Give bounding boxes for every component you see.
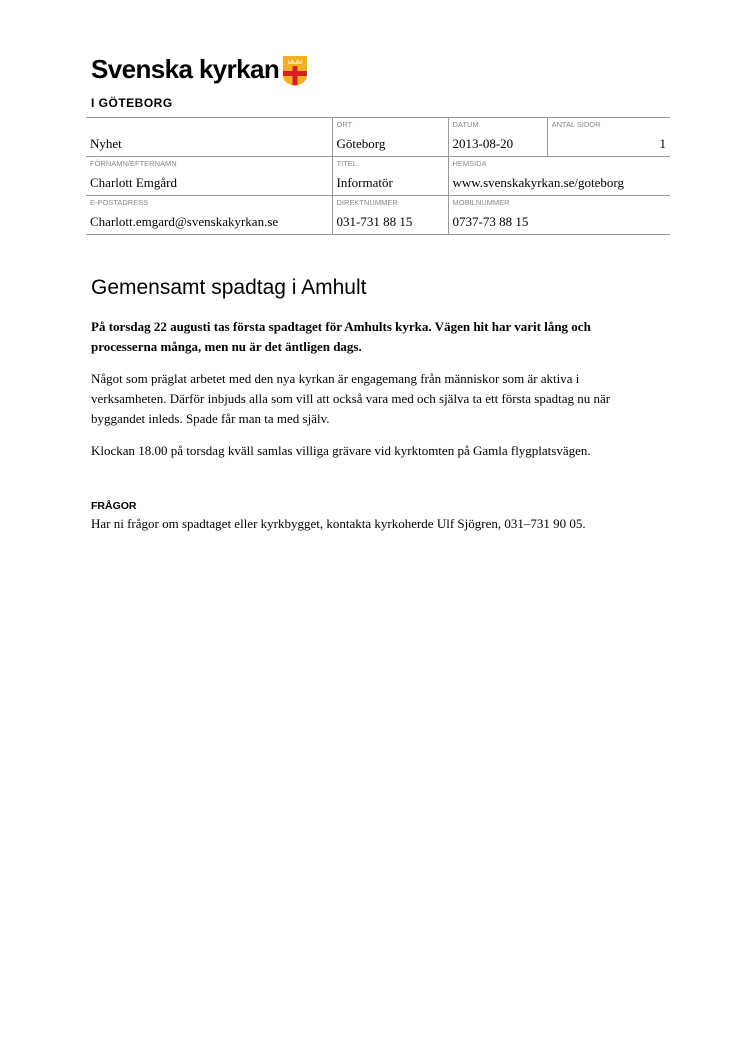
name-cell xyxy=(86,157,332,196)
antal-sidor-cell xyxy=(547,118,670,157)
emblem-cross-horizontal xyxy=(283,71,307,76)
datum-value: 2013-08-20 xyxy=(452,136,514,151)
emblem-shield-top xyxy=(283,56,307,66)
church-crown-shield-icon xyxy=(282,56,308,91)
datum-label: DATUM xyxy=(452,120,479,129)
email-cell xyxy=(86,196,332,235)
questions-heading: FRÅGOR xyxy=(91,500,137,512)
titel-value: Informatör xyxy=(336,175,393,190)
antal-sidor-label: ANTAL SIDOR xyxy=(551,120,601,129)
name-value: Charlott Emgård xyxy=(90,175,178,190)
hemsida-cell xyxy=(448,157,670,196)
logo-name: Svenska kyrkan xyxy=(91,54,280,84)
article-headline: Gemensamt spadtag i Amhult xyxy=(91,276,367,299)
article-paragraph: Något som präglat arbetet med den nya kyrkan är engagemang från människor som är aktiva i verksamheten. Därför inbjuds alla som vill att också vara med och själva ta ett första spadtag nu när byggandet inleds. Spade får man ta med själv. xyxy=(91,371,611,426)
titel-cell xyxy=(332,157,448,196)
article-paragraph: Klockan 18.00 på torsdag kväll samlas villiga grävare vid kyrktomten på Gamla flygplatsvägen. xyxy=(91,443,591,458)
info-row-1 xyxy=(86,118,670,157)
direkt-value: 031-731 88 15 xyxy=(336,214,413,229)
info-table xyxy=(86,117,670,235)
logo-subtitle: I GÖTEBORG xyxy=(91,96,173,110)
type-cell xyxy=(86,118,332,157)
mobil-label: MOBILNUMMER xyxy=(452,198,510,207)
mobil-cell xyxy=(448,196,670,235)
hemsida-label: HEMSIDA xyxy=(452,159,487,168)
ort-value: Göteborg xyxy=(336,136,386,151)
type-value: Nyhet xyxy=(90,136,122,151)
logo xyxy=(91,55,308,110)
article xyxy=(91,273,621,534)
ort-cell xyxy=(332,118,448,157)
datum-cell xyxy=(448,118,547,157)
info-row-2 xyxy=(86,157,670,196)
antal-sidor-value: 1 xyxy=(659,136,666,151)
titel-label: TITEL xyxy=(336,159,357,168)
email-value[interactable]: Charlott.emgard@svenskakyrkan.se xyxy=(90,214,279,229)
questions-body: Har ni frågor om spadtaget eller kyrkbygget, kontakta kyrkoherde Ulf Sjögren, 031–731 90 05. xyxy=(91,516,586,531)
hemsida-value[interactable]: www.svenskakyrkan.se/goteborg xyxy=(452,175,624,190)
mobil-value: 0737-73 88 15 xyxy=(452,214,529,229)
info-row-3 xyxy=(86,196,670,235)
article-lead: På torsdag 22 augusti tas första spadtaget för Amhults kyrka. Vägen hit har varit lång och processerna många, men nu är det äntligen dags. xyxy=(91,319,591,354)
name-label: FÖRNAMN/EFTERNAMN xyxy=(90,159,177,168)
ort-label: ORT xyxy=(336,120,353,129)
email-label: E-POSTADRESS xyxy=(90,198,149,207)
emblem-svg xyxy=(282,56,308,86)
direkt-cell xyxy=(332,196,448,235)
direkt-label: DIREKTNUMMER xyxy=(336,198,398,207)
